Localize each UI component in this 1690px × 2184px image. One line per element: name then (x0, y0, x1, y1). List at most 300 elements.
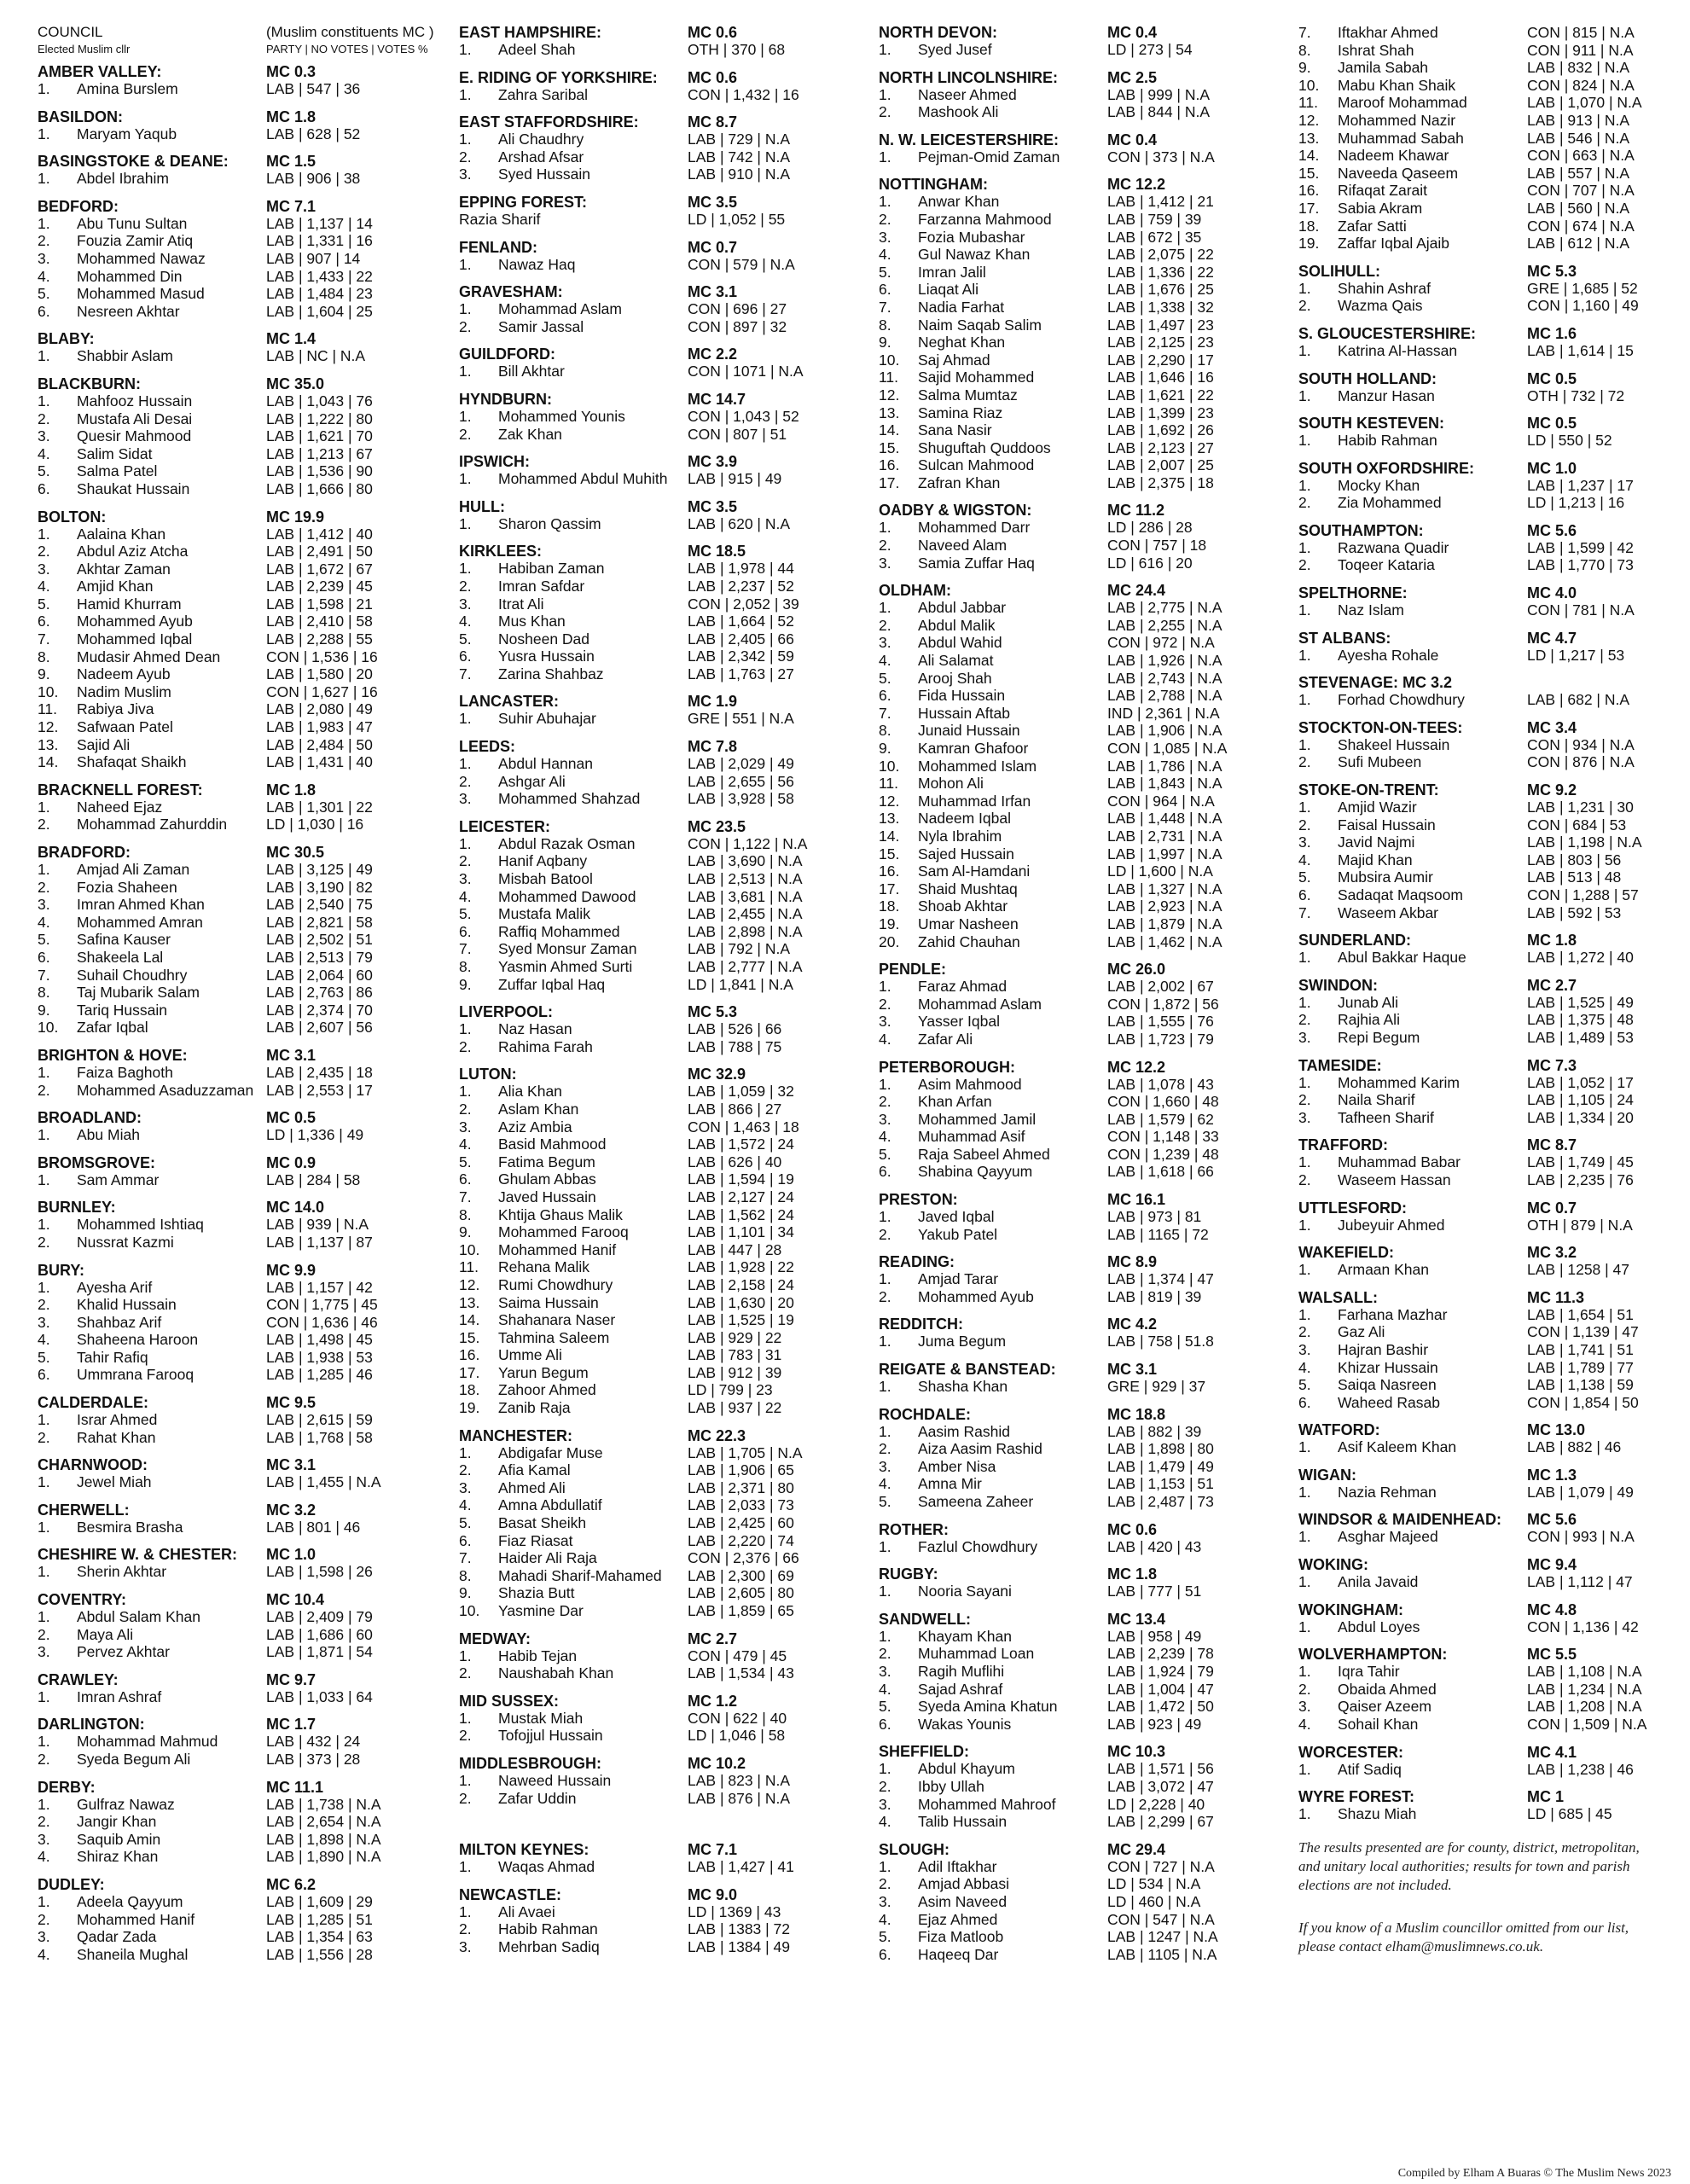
councillor-row (879, 933, 1283, 951)
councillor-row (459, 1710, 863, 1728)
council-block (459, 1630, 863, 1682)
councillor-row (459, 470, 863, 488)
councillor-row (1298, 24, 1674, 42)
row-number: 2. (38, 1233, 50, 1251)
result-party-votes: LAB | 2,237 | 52 (688, 577, 794, 595)
councillor-row (879, 722, 1283, 740)
council-block (459, 1693, 863, 1745)
council-block (1298, 1199, 1674, 1234)
row-number: 1. (38, 1278, 50, 1296)
council-name: MILTON KEYNES: (459, 1841, 589, 1859)
councillor-row (1298, 799, 1674, 816)
councillor-row (1298, 77, 1674, 95)
councillor-row (1298, 112, 1674, 130)
councillor-row (1298, 1091, 1674, 1109)
result-party-votes: LAB | 1,105 | 24 (1527, 1091, 1634, 1109)
row-number: 1. (879, 1270, 891, 1288)
result-party-votes: LAB | 1,237 | 17 (1527, 476, 1634, 494)
councillor-row (879, 1628, 1283, 1646)
council-title (459, 1693, 863, 1710)
councillor-row (1298, 297, 1674, 315)
councillor-name: Habiban Zaman (498, 560, 605, 578)
result-party-votes: LAB | 1383 | 72 (688, 1920, 791, 1938)
muslim-constituents: MC 1.5 (266, 153, 317, 171)
councillor-name: Mohammed Ayub (77, 613, 193, 630)
councillor-row (459, 1479, 863, 1497)
muslim-constituents: MC 3.9 (688, 453, 738, 471)
councillor-row (879, 1663, 1283, 1681)
councillor-name: Sana Nasir (918, 421, 992, 439)
council-name: BROADLAND: (38, 1109, 142, 1127)
council-title (38, 63, 438, 80)
row-number: 10. (879, 351, 900, 369)
council-name: ST ALBANS: (1298, 629, 1391, 647)
council-block (879, 1521, 1283, 1556)
councillor-row (38, 1296, 438, 1314)
councillor-row (879, 1813, 1283, 1831)
row-number: 14. (879, 827, 900, 845)
muslim-constituents: MC 0.5 (1527, 415, 1577, 433)
council-title (1298, 1136, 1674, 1153)
councillor-name: Sameena Zaheer (918, 1493, 1034, 1510)
councillor-name: Zanib Raja (498, 1399, 571, 1417)
row-number: 19. (459, 1399, 480, 1417)
councillor-name: Shaneila Mughal (77, 1945, 189, 1963)
councillor-name: Umar Nasheen (918, 915, 1019, 932)
councillor-row (879, 996, 1283, 1014)
result-party-votes: LAB | 1165 | 72 (1107, 1225, 1209, 1243)
councillor-row (459, 1567, 863, 1585)
councillor-name: Zafar Uddin (498, 1789, 577, 1807)
councillor-name: Sajad Ashraf (918, 1680, 1003, 1698)
councillor-row (459, 940, 863, 958)
row-number: 1. (459, 407, 472, 425)
councillor-row (1298, 147, 1674, 165)
row-number: 2. (1298, 556, 1311, 574)
councillor-row (459, 1903, 863, 1921)
row-number: 1. (1298, 646, 1311, 664)
result-party-votes: LAB | 1,285 | 46 (266, 1366, 373, 1384)
result-party-votes: LAB | 3,125 | 49 (266, 861, 373, 878)
councillor-name: Waheed Rasab (1338, 1393, 1440, 1411)
council-name: TAMESIDE: (1298, 1056, 1382, 1074)
council-block (459, 498, 863, 533)
row-number: 12. (38, 718, 59, 736)
council-block (879, 69, 1283, 121)
councillor-name: Ahmed Ali (498, 1478, 566, 1496)
councillor-row (38, 861, 438, 879)
council-name: NORTH LINCOLNSHIRE: (879, 68, 1058, 86)
muslim-constituents: MC 13.4 (1107, 1610, 1166, 1628)
row-number: 2. (38, 410, 50, 427)
councillor-row (38, 392, 438, 410)
councillor-row (879, 1928, 1283, 1946)
councillor-name: Mus Khan (498, 613, 566, 630)
result-party-votes: CON | 1,122 | N.A (688, 834, 808, 852)
row-number: 9. (879, 740, 891, 757)
council-title (459, 391, 863, 408)
result-party-votes: LAB | 1,898 | N.A (266, 1830, 381, 1848)
councillor-name: Naveed Alam (918, 537, 1008, 555)
council-block (38, 1502, 438, 1536)
result-party-votes: LAB | 1,497 | 23 (1107, 316, 1214, 334)
result-party-votes: CON | 1,085 | N.A (1107, 740, 1228, 757)
councillor-name: Juma Begum (918, 1333, 1007, 1350)
row-number: 1. (879, 85, 891, 103)
council-block (459, 113, 863, 183)
councillor-name: Tofojjul Hussain (498, 1727, 603, 1745)
councillor-name: Saj Ahmad (918, 351, 990, 369)
row-number: 4. (38, 1331, 50, 1349)
council-block (1298, 24, 1674, 253)
row-number: 4. (459, 1496, 472, 1514)
row-number: 2. (459, 772, 472, 790)
result-party-votes: CON | 1,432 | 16 (688, 85, 799, 103)
muslim-constituents: MC 0.6 (688, 68, 738, 86)
muslim-constituents: MC 3.1 (266, 1456, 317, 1474)
spacer (459, 1817, 863, 1841)
councillor-name: Waseem Akbar (1338, 903, 1439, 921)
council-name: MIDDLESBROUGH: (459, 1754, 601, 1772)
council-title (1298, 1511, 1674, 1528)
muslim-constituents: MC 0.4 (1107, 24, 1158, 41)
councillor-row (1298, 1438, 1674, 1456)
councillor-name: Manzur Hasan (1338, 386, 1435, 404)
councillor-row (38, 1751, 438, 1769)
row-number: 1. (38, 1687, 50, 1705)
header-council: COUNCIL (38, 24, 103, 40)
result-party-votes: LAB | 819 | 39 (1107, 1287, 1202, 1305)
councillor-row (1298, 851, 1674, 869)
council-block (879, 502, 1283, 572)
councillor-name: Qadar Zada (77, 1928, 157, 1946)
council-title (1298, 1788, 1674, 1805)
councillor-row (38, 1688, 438, 1706)
row-number: 7. (1298, 903, 1311, 921)
row-number: 4. (879, 652, 891, 670)
result-party-votes: LAB | 284 | 58 (266, 1170, 361, 1188)
councillor-row (1298, 1011, 1674, 1029)
council-title (879, 1191, 1283, 1208)
result-party-votes: LAB | 1384 | 49 (688, 1937, 791, 1955)
councillor-name: Yasmin Ahmed Surti (498, 958, 633, 975)
council-name: SOLIHULL: (1298, 262, 1380, 280)
result-party-votes: CON | 1,136 | 42 (1527, 1618, 1639, 1635)
result-party-votes: LAB | 1,738 | N.A (266, 1795, 381, 1813)
councillor-row (459, 1223, 863, 1241)
councillor-name: Aiza Aasim Rashid (918, 1440, 1042, 1458)
row-number: 5. (1298, 1376, 1311, 1394)
councillor-name: Salma Mumtaz (918, 386, 1018, 404)
councillor-name: Majid Khan (1338, 851, 1413, 868)
muslim-constituents: MC 10.2 (688, 1754, 746, 1772)
result-party-votes: CON | 1,043 | 52 (688, 407, 799, 425)
row-number: 1. (1298, 476, 1311, 494)
council-title (38, 1262, 438, 1279)
councillor-name: Mudasir Ahmed Dean (77, 648, 221, 665)
councillor-row (879, 1333, 1283, 1350)
councillor-name: Naheed Ejaz (77, 798, 163, 816)
council-name: EAST STAFFORDSHIRE: (459, 113, 639, 131)
council-title (38, 108, 438, 125)
council-block (1298, 719, 1674, 771)
result-party-votes: LAB | 1,686 | 60 (266, 1625, 373, 1643)
row-number: 11. (879, 775, 899, 793)
row-number: 4. (879, 1030, 891, 1048)
result-party-votes: LAB | 823 | N.A (688, 1771, 790, 1789)
council-name: ROTHER: (879, 1520, 949, 1538)
result-party-votes: CON | 1,536 | 16 (266, 648, 378, 665)
councillor-row (879, 1226, 1283, 1244)
council-title (38, 198, 438, 215)
row-number: 3. (1298, 1108, 1311, 1126)
council-block (879, 24, 1283, 59)
result-party-votes: LD | 550 | 52 (1527, 432, 1612, 450)
row-number: 1. (1298, 341, 1311, 359)
councillor-name: Shazia Butt (498, 1584, 575, 1602)
councillor-name: Farhana Mazhar (1338, 1305, 1448, 1323)
councillor-row (459, 595, 863, 613)
councillor-name: Fiaz Riasat (498, 1531, 573, 1549)
councillor-row (38, 1234, 438, 1252)
councillor-row (1298, 1153, 1674, 1171)
row-number: 6. (38, 479, 50, 497)
councillor-name: Mohammed Ayub (918, 1287, 1034, 1305)
row-number: 2. (459, 1789, 472, 1807)
result-party-votes: LAB | 1,427 | 41 (688, 1858, 794, 1876)
council-name: REIGATE & BANSTEAD: (879, 1361, 1056, 1379)
result-party-votes: CON | 815 | N.A (1527, 24, 1635, 41)
councillor-name: Muhammad Babar (1338, 1153, 1461, 1171)
muslim-constituents: MC 9.4 (1527, 1556, 1577, 1574)
result-party-votes: LAB | 1,153 | 51 (1107, 1475, 1214, 1493)
councillor-name: Hamid Khurram (77, 595, 182, 613)
councillor-row (38, 1216, 438, 1234)
councillor-row (1298, 387, 1674, 405)
row-number: 4. (879, 1128, 891, 1146)
council-title (38, 781, 438, 799)
result-party-votes: LAB | 3,681 | N.A (688, 887, 803, 905)
council-block (459, 283, 863, 335)
councillor-name: Zafar Satti (1338, 217, 1407, 235)
result-party-votes: LAB | 447 | 28 (688, 1240, 782, 1258)
row-number: 9. (459, 1584, 472, 1602)
councillor-name: Shakeela Lal (77, 948, 164, 966)
result-party-votes: LAB | 2,239 | 45 (266, 578, 373, 595)
councillor-name: Junaid Hussain (918, 722, 1020, 740)
councillor-name: Sulcan Mahmood (918, 456, 1035, 474)
councillor-name: Javed Iqbal (918, 1208, 995, 1226)
councillor-row (38, 215, 438, 233)
council-title (38, 1716, 438, 1733)
council-block (38, 153, 438, 188)
result-party-votes: CON | 781 | N.A (1527, 601, 1635, 619)
councillor-row (459, 1329, 863, 1347)
councillor-name: Naushabah Khan (498, 1664, 614, 1682)
councillor-name: Faraz Ahmad (918, 978, 1008, 996)
councillor-name: Ayesha Rohale (1338, 646, 1439, 664)
council-block (38, 1109, 438, 1144)
row-number: 7. (1298, 24, 1311, 41)
council-title (879, 1565, 1283, 1583)
councillor-name: Mohammed Amran (77, 913, 203, 931)
row-number: 9. (1298, 59, 1311, 77)
result-party-votes: CON | 876 | N.A (1527, 753, 1635, 771)
councillor-row (38, 250, 438, 268)
result-party-votes: GRE | 929 | 37 (1107, 1378, 1206, 1396)
council-name: STEVENAGE: MC 3.2 (1298, 674, 1453, 692)
result-party-votes: LAB | 832 | N.A (1527, 59, 1629, 77)
row-number: 4. (38, 267, 50, 285)
councillor-name: Mohammad Aslam (498, 300, 622, 318)
council-title (459, 1066, 863, 1083)
councillor-name: Adeela Qayyum (77, 1892, 183, 1910)
council-block (459, 239, 863, 274)
councillor-row (879, 555, 1283, 572)
result-party-votes: LAB | 2,255 | N.A (1107, 616, 1222, 634)
row-number: 8. (38, 984, 50, 1002)
councillor-row (879, 211, 1283, 229)
row-number: 6. (38, 613, 50, 630)
councillor-name: Nyla Ibrahim (918, 827, 1002, 845)
council-title (879, 502, 1283, 519)
councillor-row (879, 281, 1283, 299)
row-number: 1. (1298, 1153, 1311, 1171)
councillor-name: Israr Ahmed (77, 1411, 158, 1429)
councillor-name: Mohammed Nazir (1338, 111, 1456, 129)
row-number: 3. (38, 1928, 50, 1946)
councillor-row (459, 1364, 863, 1382)
councillor-name: Shahbaz Arif (77, 1313, 162, 1331)
result-party-votes: LAB | 1,472 | 50 (1107, 1698, 1214, 1716)
council-title (38, 1591, 438, 1608)
row-number: 5. (38, 462, 50, 480)
row-number: 1. (459, 1020, 472, 1038)
councillor-row (879, 1760, 1283, 1778)
result-party-votes: LAB | 1,112 | 47 (1527, 1573, 1633, 1591)
result-party-votes: LD | 1,600 | N.A (1107, 863, 1213, 880)
result-party-votes: CON | 622 | 40 (688, 1709, 787, 1727)
row-number: 1. (879, 1075, 891, 1093)
result-party-votes: LAB | 1,604 | 25 (266, 302, 373, 320)
row-number: 1. (38, 1126, 50, 1144)
muslim-constituents: MC 0.5 (266, 1109, 317, 1127)
row-number: 1. (459, 131, 472, 148)
council-title (1298, 1289, 1674, 1306)
council-name: SHEFFIELD: (879, 1743, 969, 1761)
councillor-name: Fazlul Chowdhury (918, 1537, 1038, 1555)
council-name: BOLTON: (38, 508, 107, 526)
council-title (38, 375, 438, 392)
councillor-row (1298, 1341, 1674, 1359)
councillor-name: Yasser Iqbal (918, 1013, 1000, 1031)
councillor-name: Nooria Sayani (918, 1583, 1012, 1600)
muslim-constituents: MC 3.2 (266, 1501, 317, 1519)
councillor-name: Pervez Akhtar (77, 1643, 170, 1661)
row-number: 7. (879, 704, 891, 722)
council-name: BRADFORD: (38, 844, 131, 861)
row-number: 1. (459, 1083, 472, 1101)
row-number: 1. (1298, 1261, 1311, 1279)
councillor-row (38, 268, 438, 286)
council-block (879, 1316, 1283, 1350)
row-number: 20. (879, 932, 900, 950)
result-party-votes: LAB | 2,513 | N.A (688, 870, 803, 888)
muslim-constituents: MC 2.5 (1107, 68, 1158, 86)
councillor-row (1298, 1698, 1674, 1716)
councillor-name: Jangir Khan (77, 1813, 157, 1831)
row-number: 10. (38, 682, 59, 700)
result-party-votes: CON | 1,775 | 45 (266, 1296, 378, 1314)
row-number: 13. (879, 810, 900, 828)
result-party-votes: LAB | 1,594 | 19 (688, 1170, 794, 1188)
result-party-votes: LAB | 913 | N.A (1527, 111, 1629, 129)
row-number: 1. (459, 1709, 472, 1727)
councillor-name: Besmira Brasha (77, 1518, 183, 1536)
result-party-votes: LD | 1,030 | 16 (266, 816, 364, 834)
result-party-votes: LAB | 1,525 | 49 (1527, 993, 1634, 1011)
councillor-name: Shafaqat Shaikh (77, 753, 187, 771)
councillor-row (38, 1349, 438, 1367)
councillor-name: Katrina Al-Hassan (1338, 341, 1458, 359)
councillor-name: Zak Khan (498, 425, 562, 443)
councillor-name: Shuguftah Quddoos (918, 439, 1051, 456)
result-party-votes: LD | 534 | N.A (1107, 1875, 1201, 1893)
council-title (1298, 415, 1674, 432)
councillor-name: Amjad Ali Zaman (77, 861, 190, 878)
result-party-votes: LAB | 906 | 38 (266, 170, 361, 188)
councillor-name: Mohammed Abdul Muhith (498, 470, 668, 488)
councillor-name: Gaz Ali (1338, 1323, 1385, 1341)
result-party-votes: LD | 616 | 20 (1107, 554, 1193, 572)
row-number: 1. (1298, 601, 1311, 619)
row-number: 5. (38, 1348, 50, 1366)
result-party-votes: CON | 824 | N.A (1527, 76, 1635, 94)
council-title (38, 1779, 438, 1796)
result-party-votes: LAB | 2,435 | 18 (266, 1063, 373, 1081)
councillor-row (1298, 165, 1674, 183)
councillor-name: Amjad Tarar (918, 1270, 999, 1288)
result-party-votes: LAB | 1,926 | N.A (1107, 652, 1222, 670)
result-party-votes: OTH | 879 | N.A (1527, 1216, 1633, 1234)
result-party-votes: CON | 1071 | N.A (688, 363, 804, 380)
result-party-votes: LAB | 2,540 | 75 (266, 896, 373, 914)
councillor-name: Mohammed Younis (498, 407, 625, 425)
councillor-name: Zahra Saribal (498, 85, 589, 103)
result-party-votes: LAB | 2,484 | 50 (266, 735, 373, 753)
councillor-row (459, 1584, 863, 1602)
councillor-row (1298, 736, 1674, 754)
row-number: 1. (38, 861, 50, 878)
councillor-name: Zarina Shahbaz (498, 665, 604, 682)
result-party-votes: LAB | 1,978 | 44 (688, 560, 794, 578)
result-party-votes: LAB | 1,598 | 26 (266, 1563, 373, 1581)
result-party-votes: LAB | 1,928 | 22 (688, 1258, 794, 1276)
row-number: 1. (38, 347, 50, 365)
result-party-votes: LAB | 1,108 | N.A (1527, 1663, 1642, 1681)
councillor-row (879, 246, 1283, 264)
councillor-row (879, 810, 1283, 828)
council-block (38, 108, 438, 143)
row-number: 1. (38, 1170, 50, 1188)
row-number: 9. (459, 975, 472, 993)
result-party-votes: LD | 1,052 | 55 (688, 210, 786, 228)
councillor-row (1298, 691, 1674, 709)
row-number: 1. (459, 1771, 472, 1789)
row-number: 6. (879, 1163, 891, 1181)
councillor-row (459, 1647, 863, 1665)
result-party-votes: LAB | 432 | 24 (266, 1733, 361, 1751)
